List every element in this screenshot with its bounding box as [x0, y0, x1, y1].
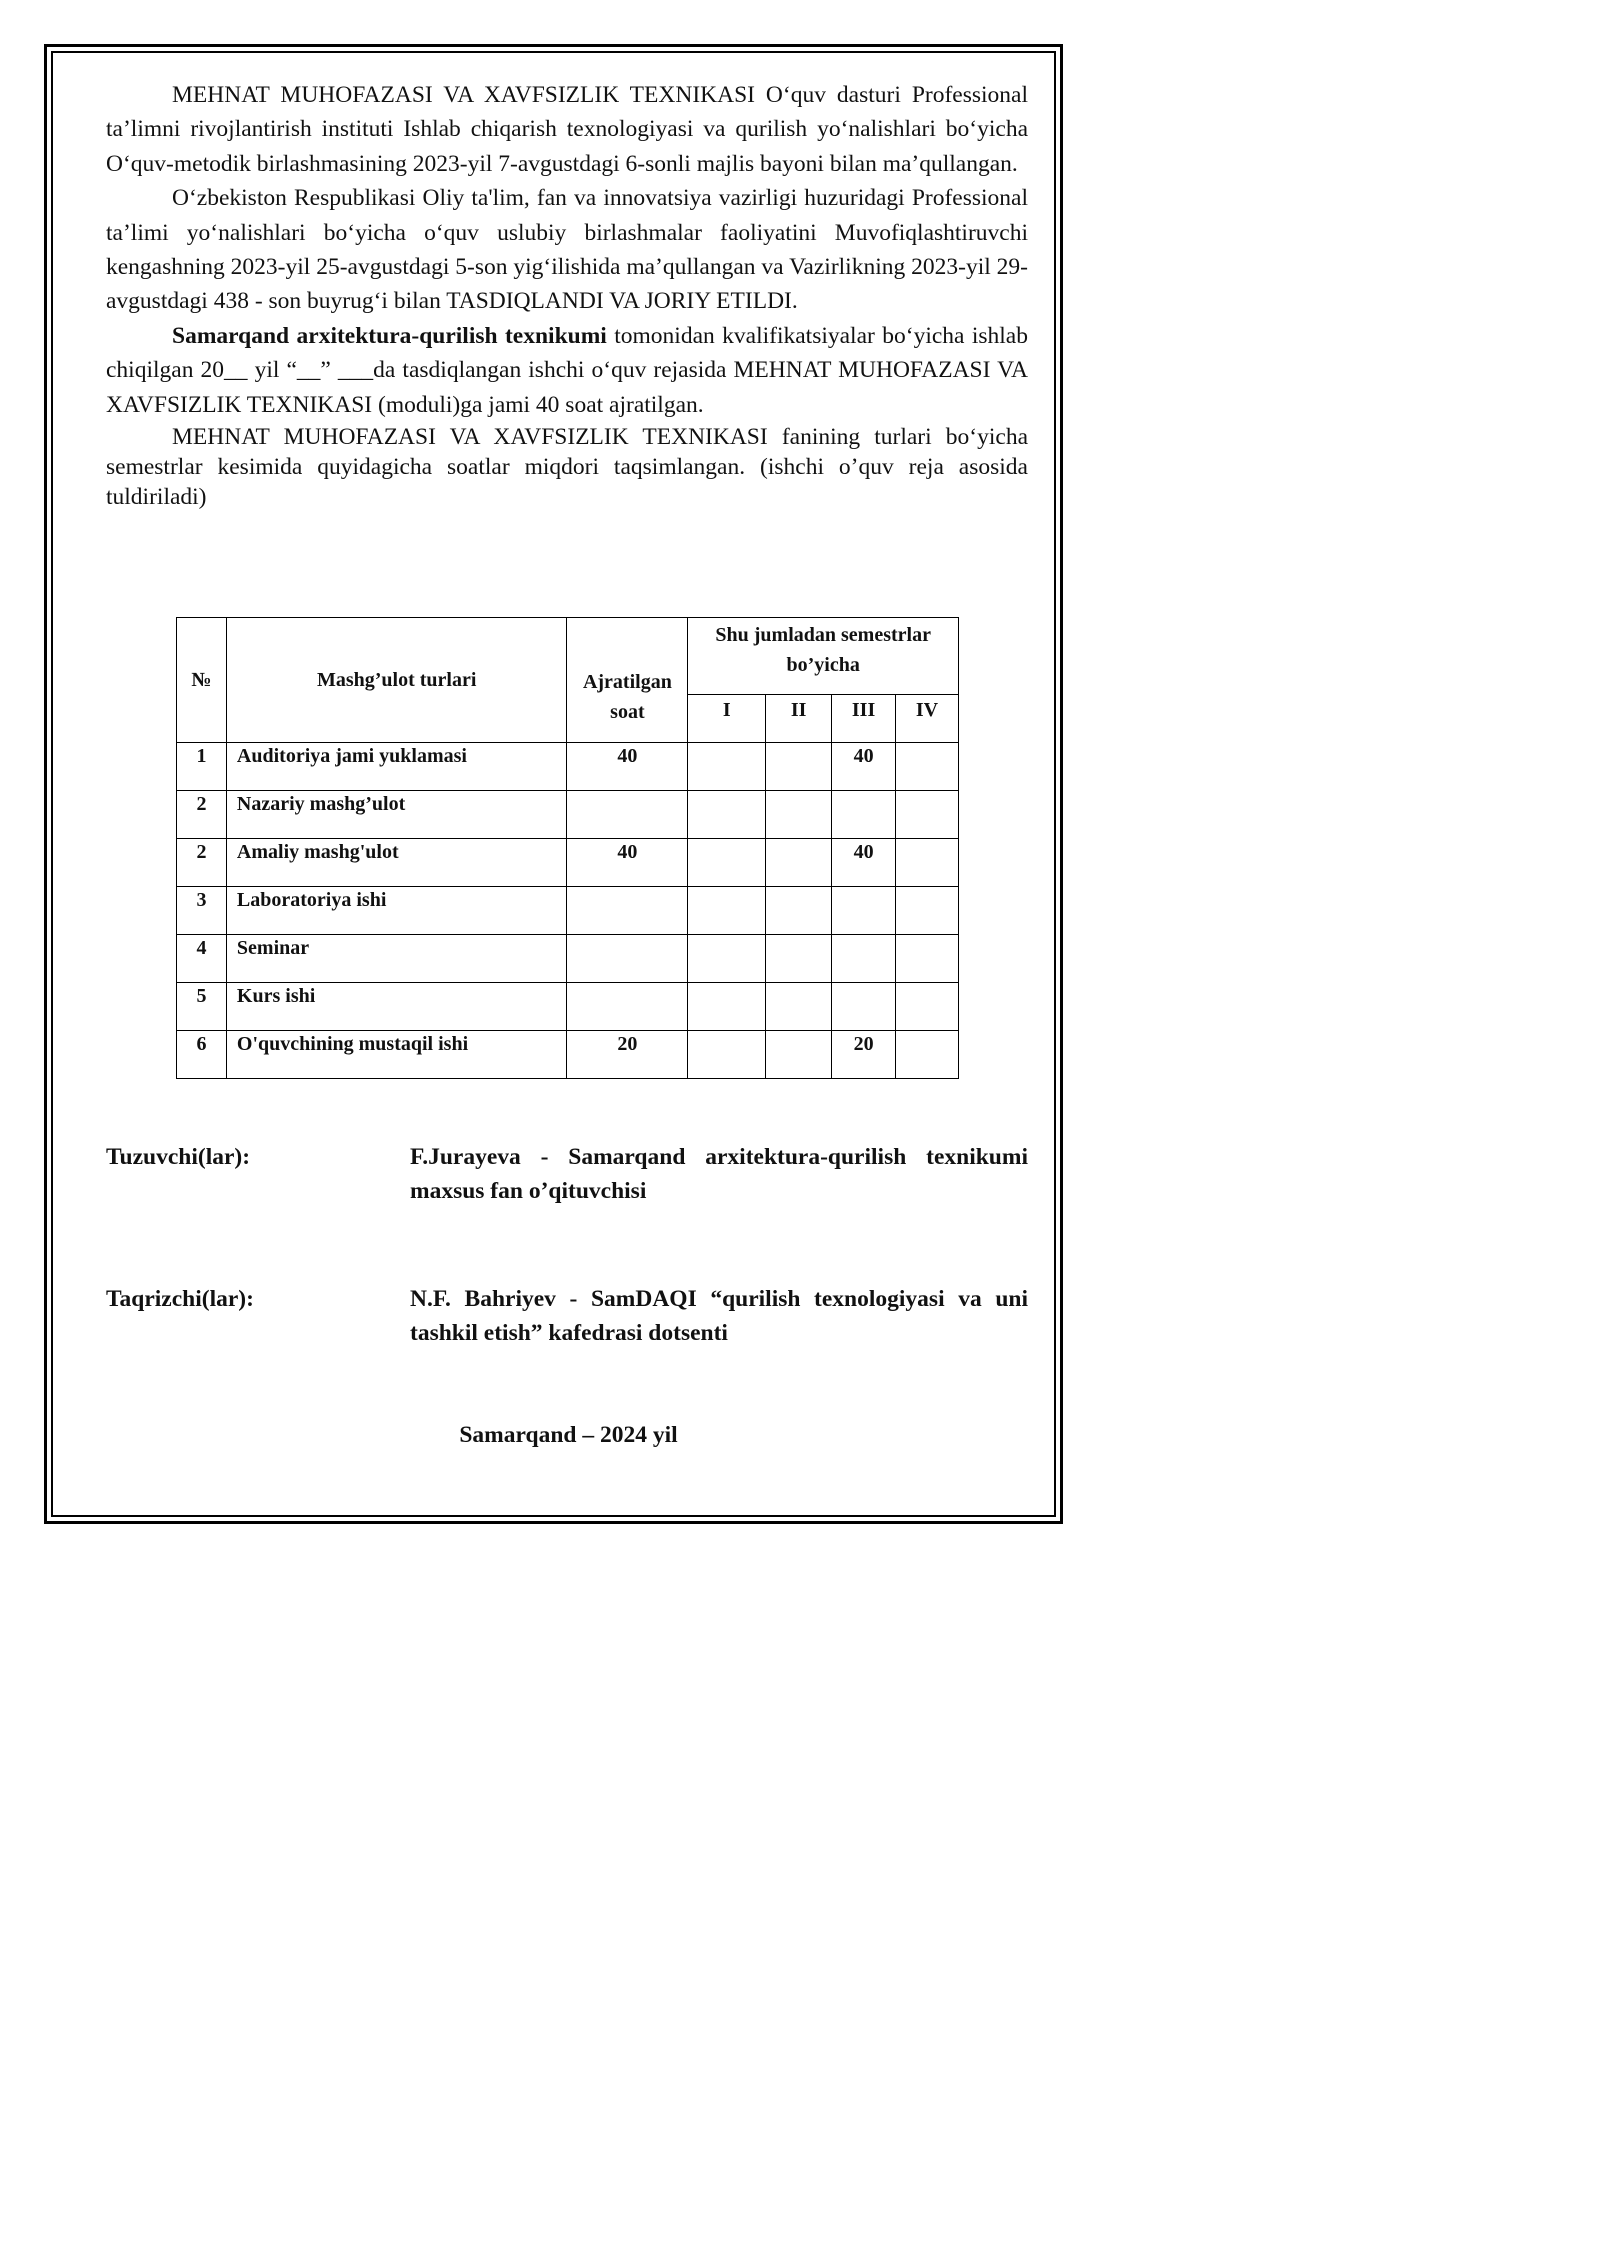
table-row	[177, 839, 959, 887]
row-hours	[567, 935, 688, 983]
reviewer-text: N.F. Bahriyev - SamDAQI “qurilish texnologiyasi va uni tashkil etish” kafedrasi dotsenti	[410, 1286, 1028, 1347]
row-semester-4	[896, 743, 959, 791]
table-row	[177, 887, 959, 935]
row-semester-4	[896, 983, 959, 1031]
row-semester-2	[766, 935, 832, 983]
row-semester-3	[832, 983, 896, 1031]
row-lesson-type: Laboratoriya ishi	[226, 887, 567, 935]
row-lesson-type: O'quvchining mustaqil ishi	[226, 1031, 567, 1079]
row-hours	[567, 983, 688, 1031]
header-hours: Ajratilgan soat	[567, 618, 688, 743]
row-semester-1	[688, 983, 766, 1031]
row-semester-4	[896, 791, 959, 839]
row-number: 5	[177, 983, 227, 1031]
row-semester-1	[688, 1031, 766, 1079]
compiler-label: Tuzuvchi(lar):	[106, 1144, 251, 1170]
row-semester-2	[766, 1031, 832, 1079]
row-number: 6	[177, 1031, 227, 1079]
header-semester-2: II	[766, 695, 832, 743]
header-semester-3: III	[832, 695, 896, 743]
approval-paragraph-1: MEHNAT MUHOFAZASI VA XAVFSIZLIK TEXNIKASI O‘quv dasturi Professional ta’limni rivojlantirish instituti Ishlab chiqarish texnologiyasi va qurilish yo‘nalishlari bo‘yicha O‘quv-metodik birlashmasining 2023-yil 7-avgustdagi 6-sonli majlis bayoni bilan ma’qullangan.	[106, 82, 1028, 177]
table-row	[177, 983, 959, 1031]
row-semester-3: 20	[832, 1031, 896, 1079]
row-semester-1	[688, 791, 766, 839]
row-lesson-type: Auditoriya jami yuklamasi	[226, 743, 567, 791]
row-semester-2	[766, 743, 832, 791]
table-row	[177, 1031, 959, 1079]
institution-name: Samarqand arxitektura-qurilish texnikumi	[172, 322, 607, 349]
row-semester-3	[832, 887, 896, 935]
row-semester-1	[688, 935, 766, 983]
row-semester-4	[896, 887, 959, 935]
row-hours: 20	[567, 1031, 688, 1079]
row-hours: 40	[567, 743, 688, 791]
row-semester-3	[832, 791, 896, 839]
row-semester-1	[688, 839, 766, 887]
row-semester-4	[896, 935, 959, 983]
institution-paragraph	[106, 319, 1028, 422]
row-hours	[567, 791, 688, 839]
hours-table	[176, 617, 959, 1079]
row-lesson-type: Nazariy mashg’ulot	[226, 791, 567, 839]
intro-text	[106, 78, 1028, 512]
row-number: 2	[177, 839, 227, 887]
row-semester-1	[688, 743, 766, 791]
row-number: 4	[177, 935, 227, 983]
row-semester-2	[766, 791, 832, 839]
row-lesson-type: Amaliy mashg'ulot	[226, 839, 567, 887]
header-semesters-group: Shu jumladan semestrlar bo’yicha	[688, 618, 959, 695]
header-number: №	[177, 618, 227, 743]
table-row	[177, 791, 959, 839]
place-year-footer: Samarqand – 2024 yil	[459, 1422, 678, 1448]
header-semester-4: IV	[896, 695, 959, 743]
row-semester-3: 40	[832, 839, 896, 887]
institution-paragraph-rest: tomonidan kvalifikatsiyalar bo‘yicha ishlab chiqilgan 20__ yil “__” ___da tasdiqlangan ishchi o‘quv rejasida MEHNAT MUHOFAZASI VA XAVFSIZLIK TEXNIKASI (moduli)ga jami 40 soat ajratilgan.	[106, 322, 1028, 418]
row-lesson-type: Seminar	[226, 935, 567, 983]
row-hours: 40	[567, 839, 688, 887]
row-semester-2	[766, 983, 832, 1031]
header-semester-1: I	[688, 695, 766, 743]
row-hours	[567, 887, 688, 935]
row-lesson-type: Kurs ishi	[226, 983, 567, 1031]
reviewer-label: Taqrizchi(lar):	[106, 1286, 254, 1312]
compiler-text: F.Jurayeva - Samarqand arxitektura-qurilish texnikumi maxsus fan o’qituvchisi	[410, 1144, 1028, 1205]
table-row	[177, 743, 959, 791]
distribution-paragraph: MEHNAT MUHOFAZASI VA XAVFSIZLIK TEXNIKASI fanining turlari bo‘yicha semestrlar kesimida quyidagicha soatlar miqdori taqsimlangan. (ishchi o’quv reja asosida tuldiriladi)	[106, 424, 1028, 511]
row-semester-3	[832, 935, 896, 983]
row-number: 2	[177, 791, 227, 839]
row-semester-3: 40	[832, 743, 896, 791]
row-number: 3	[177, 887, 227, 935]
row-number: 1	[177, 743, 227, 791]
approval-paragraph-2: O‘zbekiston Respublikasi Oliy ta'lim, fan va innovatsiya vazirligi huzuridagi Professional ta’limi yo‘nalishlari bo‘yicha o‘quv uslubiy birlashmalar faoliyatini Muvofiqlashtiruvchi kengashning 2023-yil 25-avgustdagi 5-son yig‘ilishida ma’qullangan va Vazirlikning 2023-yil 29-avgustdagi 438 - son buyrug‘i bilan TASDIQLANDI VA JORIY ETILDI.	[106, 185, 1028, 315]
row-semester-4	[896, 1031, 959, 1079]
row-semester-2	[766, 839, 832, 887]
row-semester-1	[688, 887, 766, 935]
row-semester-2	[766, 887, 832, 935]
header-lesson-type: Mashg’ulot turlari	[226, 618, 567, 743]
row-semester-4	[896, 839, 959, 887]
table-row	[177, 935, 959, 983]
